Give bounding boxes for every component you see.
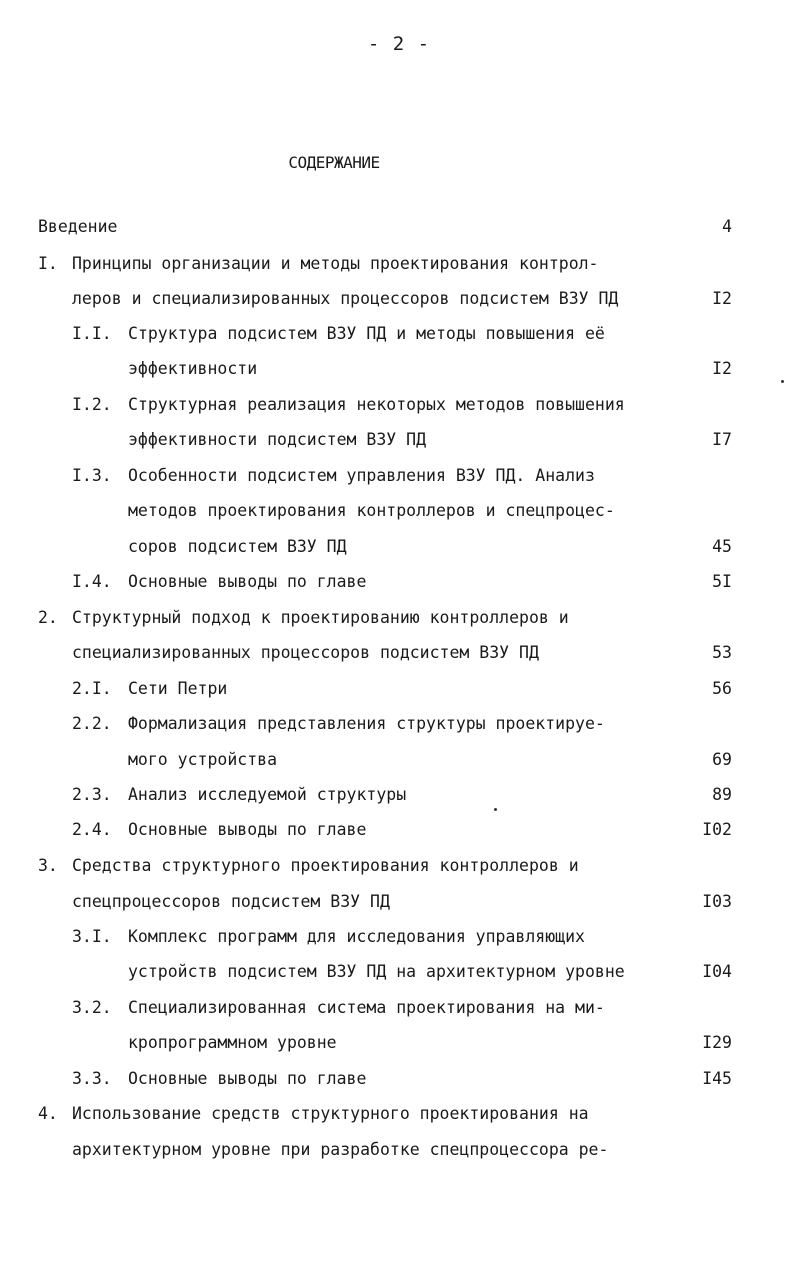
toc-entry-text: Сети Петри [128,679,228,698]
toc-entry-text: Введение [38,217,118,236]
toc-line [72,996,605,1020]
toc-line [128,1031,337,1055]
toc-entry-text: Основные выводы по главе [128,1069,367,1088]
toc-line [72,287,618,311]
toc-line [38,854,579,878]
toc-entry-number: 2.4. [72,820,112,839]
toc-entry-number: 3.3. [72,1069,112,1088]
toc-entry-number: 2. [38,608,58,627]
toc-line [128,357,257,381]
page-number: - 2 - [367,33,431,55]
scan-speck [494,808,497,811]
toc-line [72,677,227,701]
toc-entry-text: Принципы организации и методы проектирования контрол- [72,254,599,273]
toc-line [72,783,406,807]
toc-entry-text: Комплекс программ для исследования управляющих [128,927,585,946]
toc-page: I03 [702,892,732,911]
toc-entry-text: Структурная реализация некоторых методов повышения [128,395,625,414]
toc-entry-number: I. [38,254,58,273]
toc-entry-number: 2.I. [72,679,112,698]
toc-entry-number: 4. [38,1104,58,1123]
toc-entry-text: Формализация представления структуры проектируе- [128,714,605,733]
toc-line [128,535,347,559]
toc-entry-text: Средства структурного проектирования контроллеров и [72,856,579,875]
toc-entry-number: 3.2. [72,998,112,1017]
toc-line [72,890,390,914]
toc-entry-text: методов проектирования контроллеров и спецпроцес- [128,501,615,520]
toc-page: I2 [712,359,732,378]
toc-entry-number: I.3. [72,466,112,485]
toc-line [72,1138,608,1162]
toc-line [128,499,615,523]
toc-line [72,712,605,736]
toc-page: 53 [712,643,732,662]
toc-entry-number: 2.3. [72,785,112,804]
toc-entry-text: Структура подсистем ВЗУ ПД и методы повышения её [128,324,605,343]
toc-entry-text: Анализ исследуемой структуры [128,785,407,804]
toc-entry-text: Специализированная система проектирования на ми- [128,998,605,1017]
toc-line [72,393,625,417]
toc-entry-number: I.4. [72,572,112,591]
toc-entry-number: 2.2. [72,714,112,733]
toc-entry-text: кропрограммном уровне [128,1033,337,1052]
toc-page: 4 [722,217,732,236]
toc-entry-text: эффективности [128,359,258,378]
toc-line [72,570,366,594]
toc-page: I29 [702,1033,732,1052]
toc-entry-text: архитектурном уровне при разработке спецпроцессора ре- [72,1140,609,1159]
toc-entry-text: эффективности подсистем ВЗУ ПД [128,430,427,449]
toc-entry-text: специализированных процессоров подсистем ВЗУ ПД [72,643,539,662]
toc-page: 69 [712,750,732,769]
toc-line [72,322,605,346]
toc-line [72,641,539,665]
toc-entry-text: мого устройства [128,750,278,769]
toc-line [38,606,569,630]
toc-line [72,818,366,842]
toc-entry-text: соров подсистем ВЗУ ПД [128,537,347,556]
toc-line [128,748,277,772]
toc-entry-number: I.I. [72,324,112,343]
toc-line [38,1102,589,1126]
toc-line [128,960,625,984]
toc-entry-text: Основные выводы по главе [128,572,367,591]
toc-page: I02 [702,820,732,839]
toc-title: СОДЕРЖАНИЕ [288,153,380,172]
toc-line [72,925,585,949]
toc-page: 56 [712,679,732,698]
toc-entry-number: 3. [38,856,58,875]
toc-entry-text: Использование средств структурного проектирования на [72,1104,589,1123]
toc-line [38,215,117,239]
toc-line [72,464,595,488]
toc-line [128,428,426,452]
toc-entry-text: леров и специализированных процессоров подсистем ВЗУ ПД [72,289,619,308]
scan-speck [781,380,784,383]
toc-entry-text: спецпроцессоров подсистем ВЗУ ПД [72,892,390,911]
toc-entry-number: 3.I. [72,927,112,946]
toc-page: I45 [702,1069,732,1088]
toc-line [38,252,599,276]
toc-page: 89 [712,785,732,804]
toc-entry-text: Основные выводы по главе [128,820,367,839]
toc-entry-text: Структурный подход к проектированию контроллеров и [72,608,569,627]
toc-page: I04 [702,962,732,981]
toc-line [72,1067,366,1091]
toc-page: I7 [712,430,732,449]
toc-entry-number: I.2. [72,395,112,414]
toc-entry-text: Особенности подсистем управления ВЗУ ПД. Анализ [128,466,595,485]
toc-page: 5I [712,572,732,591]
toc-page: 45 [712,537,732,556]
toc-page: I2 [712,289,732,308]
toc-entry-text: устройств подсистем ВЗУ ПД на архитектурном уровне [128,962,625,981]
